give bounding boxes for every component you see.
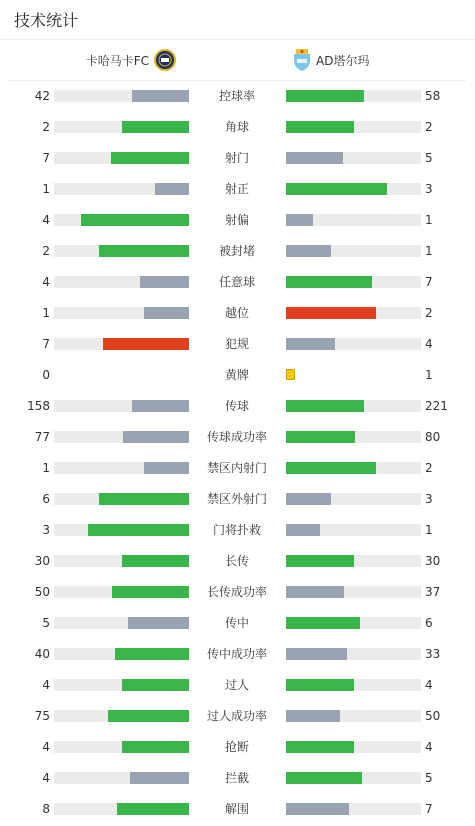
- home-bar-fill: [108, 710, 189, 722]
- away-value: 37: [425, 585, 441, 599]
- home-bar-fill: [122, 121, 190, 133]
- home-bar-fill: [132, 400, 189, 412]
- away-bar: [286, 617, 421, 629]
- away-bar: [286, 462, 421, 474]
- away-bar: [286, 710, 421, 722]
- away-value: 30: [425, 554, 441, 568]
- home-bar: [54, 524, 189, 536]
- home-bar: [54, 307, 189, 319]
- stat-label: 射门: [224, 151, 249, 165]
- stat-label: 拦截: [224, 771, 249, 785]
- home-bar: [54, 555, 189, 567]
- away-value: 5: [425, 771, 433, 785]
- away-value: 1: [425, 213, 433, 227]
- away-value: 4: [425, 678, 433, 692]
- stat-label: 控球率: [218, 89, 255, 103]
- away-bar-fill: [286, 462, 376, 474]
- home-bar-fill: [88, 524, 189, 536]
- away-team-name: AD塔尔玛: [316, 53, 370, 68]
- home-bar: [54, 121, 189, 133]
- away-bar-fill: [286, 245, 331, 257]
- away-value: 4: [425, 337, 433, 351]
- home-value: 1: [42, 306, 50, 320]
- away-bar-fill: [286, 772, 362, 784]
- home-bar-fill: [122, 741, 190, 753]
- stat-row: [0, 763, 475, 794]
- away-bar-fill: [286, 152, 343, 164]
- away-value: 7: [425, 275, 433, 289]
- away-value: 7: [425, 802, 433, 816]
- stat-row: [0, 453, 475, 484]
- away-value: 221: [425, 399, 448, 413]
- stat-label: 传中: [224, 616, 249, 630]
- away-bar: [286, 400, 421, 412]
- away-team[interactable]: [293, 48, 369, 72]
- stat-label: 黄牌: [224, 368, 249, 382]
- stat-label: 抢断: [224, 740, 249, 754]
- away-value: 1: [425, 523, 433, 537]
- home-bar-fill: [155, 183, 189, 195]
- away-bar: [286, 214, 421, 226]
- stat-row: [0, 515, 475, 546]
- away-bar-fill: [286, 338, 335, 350]
- stat-label: 射偏: [224, 213, 249, 227]
- home-value: 0: [42, 368, 50, 382]
- away-bar-fill: [286, 710, 340, 722]
- stat-label: 解围: [224, 802, 249, 816]
- stat-label: 禁区内射门: [206, 461, 267, 475]
- away-value: 2: [425, 120, 433, 134]
- stat-label: 长传: [224, 554, 249, 568]
- home-bar: [54, 245, 189, 257]
- home-bar-fill: [140, 276, 189, 288]
- away-bar-fill: [286, 617, 360, 629]
- away-bar-fill: [286, 555, 354, 567]
- away-bar: [286, 183, 421, 195]
- away-value: 58: [425, 89, 441, 103]
- stat-row: [0, 577, 475, 608]
- away-bar: [286, 338, 421, 350]
- stat-row: [0, 81, 475, 112]
- home-value: 40: [34, 647, 50, 661]
- home-team[interactable]: [86, 48, 177, 72]
- home-bar-fill: [99, 245, 189, 257]
- home-bar: [54, 276, 189, 288]
- stat-row: [0, 112, 475, 143]
- home-bar: [54, 338, 189, 350]
- away-value: 6: [425, 616, 433, 630]
- home-bar-fill: [144, 462, 189, 474]
- away-bar-fill: [286, 648, 347, 660]
- stat-row: [0, 236, 475, 267]
- home-value: 4: [42, 771, 50, 785]
- home-bar-fill: [99, 493, 189, 505]
- home-bar-fill: [132, 90, 189, 102]
- home-value: 50: [34, 585, 50, 599]
- home-bar: [54, 586, 189, 598]
- away-bar: [286, 555, 421, 567]
- away-bar-fill: [286, 307, 376, 319]
- away-value: 50: [425, 709, 441, 723]
- away-value: 4: [425, 740, 433, 754]
- home-bar-fill: [122, 679, 190, 691]
- home-value: 2: [42, 120, 50, 134]
- stat-label: 过人成功率: [206, 709, 267, 723]
- away-bar: [286, 152, 421, 164]
- away-value: 2: [425, 461, 433, 475]
- away-team-crest-icon: [293, 48, 311, 72]
- away-value: 33: [425, 647, 441, 661]
- home-value: 3: [42, 523, 50, 537]
- home-bar: [54, 679, 189, 691]
- home-bar: [54, 493, 189, 505]
- stat-row: [0, 360, 475, 391]
- away-bar: [286, 741, 421, 753]
- stat-label: 门将扑救: [212, 523, 261, 537]
- home-bar-fill: [128, 617, 189, 629]
- away-bar: [286, 245, 421, 257]
- home-value: 8: [42, 802, 50, 816]
- away-bar-fill: [286, 493, 331, 505]
- away-bar-fill: [286, 121, 354, 133]
- away-value: 3: [425, 492, 433, 506]
- home-value: 7: [42, 151, 50, 165]
- away-bar-fill: [286, 679, 354, 691]
- home-value: 7: [42, 337, 50, 351]
- stat-label: 过人: [224, 678, 249, 692]
- away-bar-fill: [286, 214, 313, 226]
- stat-row: [0, 391, 475, 422]
- home-bar-fill: [117, 803, 189, 815]
- away-value: 1: [425, 368, 433, 382]
- stat-row: [0, 484, 475, 515]
- away-bar: [286, 772, 421, 784]
- home-bar-fill: [130, 772, 189, 784]
- teams-header: [9, 40, 466, 81]
- home-value: 4: [42, 678, 50, 692]
- stat-row: [0, 205, 475, 236]
- home-value: 5: [42, 616, 50, 630]
- home-bar-fill: [144, 307, 189, 319]
- home-bar: [54, 90, 189, 102]
- stat-row: [0, 701, 475, 732]
- stat-label: 犯规: [224, 337, 249, 351]
- away-bar-fill: [286, 400, 364, 412]
- away-bar: [286, 431, 421, 443]
- stat-row: [0, 608, 475, 639]
- away-value: 80: [425, 430, 441, 444]
- stat-label: 任意球: [218, 275, 255, 289]
- stat-label: 传球: [224, 399, 249, 413]
- home-bar: [54, 617, 189, 629]
- away-bar: [286, 803, 421, 815]
- stat-label: 传中成功率: [206, 647, 267, 661]
- away-bar-fill: [286, 276, 372, 288]
- stat-row: [0, 670, 475, 701]
- away-bar-fill: [286, 183, 387, 195]
- home-bar: [54, 152, 189, 164]
- home-value: 4: [42, 275, 50, 289]
- home-value: 77: [34, 430, 50, 444]
- page-title: 技术统计: [14, 11, 79, 30]
- away-bar-fill: [286, 524, 320, 536]
- away-value: 1: [425, 244, 433, 258]
- away-bar-fill: [286, 90, 364, 102]
- home-value: 30: [34, 554, 50, 568]
- stat-row: [0, 329, 475, 360]
- away-bar: [286, 276, 421, 288]
- away-bar: [286, 586, 421, 598]
- home-bar-fill: [81, 214, 189, 226]
- home-value: 2: [42, 244, 50, 258]
- stat-label: 角球: [224, 120, 249, 134]
- stat-row: [0, 422, 475, 453]
- away-bar: [286, 90, 421, 102]
- home-bar-fill: [111, 152, 189, 164]
- stat-label: 传球成功率: [206, 430, 267, 444]
- home-bar-fill: [103, 338, 189, 350]
- home-bar: [54, 710, 189, 722]
- yellow-card-icon: [286, 369, 295, 380]
- stat-label: 长传成功率: [206, 585, 267, 599]
- home-bar: [54, 772, 189, 784]
- stat-row: [0, 267, 475, 298]
- home-bar: [54, 183, 189, 195]
- home-value: 4: [42, 740, 50, 754]
- stat-label: 越位: [224, 306, 249, 320]
- away-bar: [286, 307, 421, 319]
- away-bar: [286, 648, 421, 660]
- home-bar: [54, 462, 189, 474]
- home-bar-fill: [112, 586, 189, 598]
- away-value: 5: [425, 151, 433, 165]
- stat-row: [0, 639, 475, 670]
- home-bar-fill: [123, 431, 189, 443]
- home-value: 4: [42, 213, 50, 227]
- stat-row: [0, 794, 475, 825]
- stat-row: [0, 732, 475, 763]
- away-bar-fill: [286, 586, 344, 598]
- away-bar: [286, 524, 421, 536]
- stats-list: [0, 81, 475, 825]
- home-value: 1: [42, 182, 50, 196]
- stat-label: 被封堵: [218, 244, 255, 258]
- home-value: 42: [34, 89, 50, 103]
- home-value: 1: [42, 461, 50, 475]
- home-team-name: 卡哈马卡FC: [85, 53, 149, 68]
- home-bar: [54, 741, 189, 753]
- stat-label: 禁区外射门: [206, 492, 267, 506]
- away-bar-fill: [286, 741, 354, 753]
- away-bar-fill: [286, 431, 355, 443]
- stat-label: 射正: [224, 182, 249, 196]
- home-bar: [54, 648, 189, 660]
- home-value: 158: [27, 399, 50, 413]
- stat-row: [0, 143, 475, 174]
- stat-row: [0, 298, 475, 329]
- home-bar: [54, 214, 189, 226]
- away-value: 3: [425, 182, 433, 196]
- home-bar: [54, 400, 189, 412]
- stat-row: [0, 174, 475, 205]
- away-value: 2: [425, 306, 433, 320]
- away-bar: [286, 493, 421, 505]
- home-bar-fill: [122, 555, 190, 567]
- home-bar: [54, 431, 189, 443]
- home-team-crest-icon: [153, 48, 177, 72]
- home-value: 75: [34, 709, 50, 723]
- home-bar-fill: [115, 648, 189, 660]
- away-bar-fill: [286, 803, 349, 815]
- home-value: 6: [42, 492, 50, 506]
- away-bar: [286, 679, 421, 691]
- away-bar: [286, 121, 421, 133]
- home-bar: [54, 803, 189, 815]
- header: [0, 0, 475, 40]
- stat-row: [0, 546, 475, 577]
